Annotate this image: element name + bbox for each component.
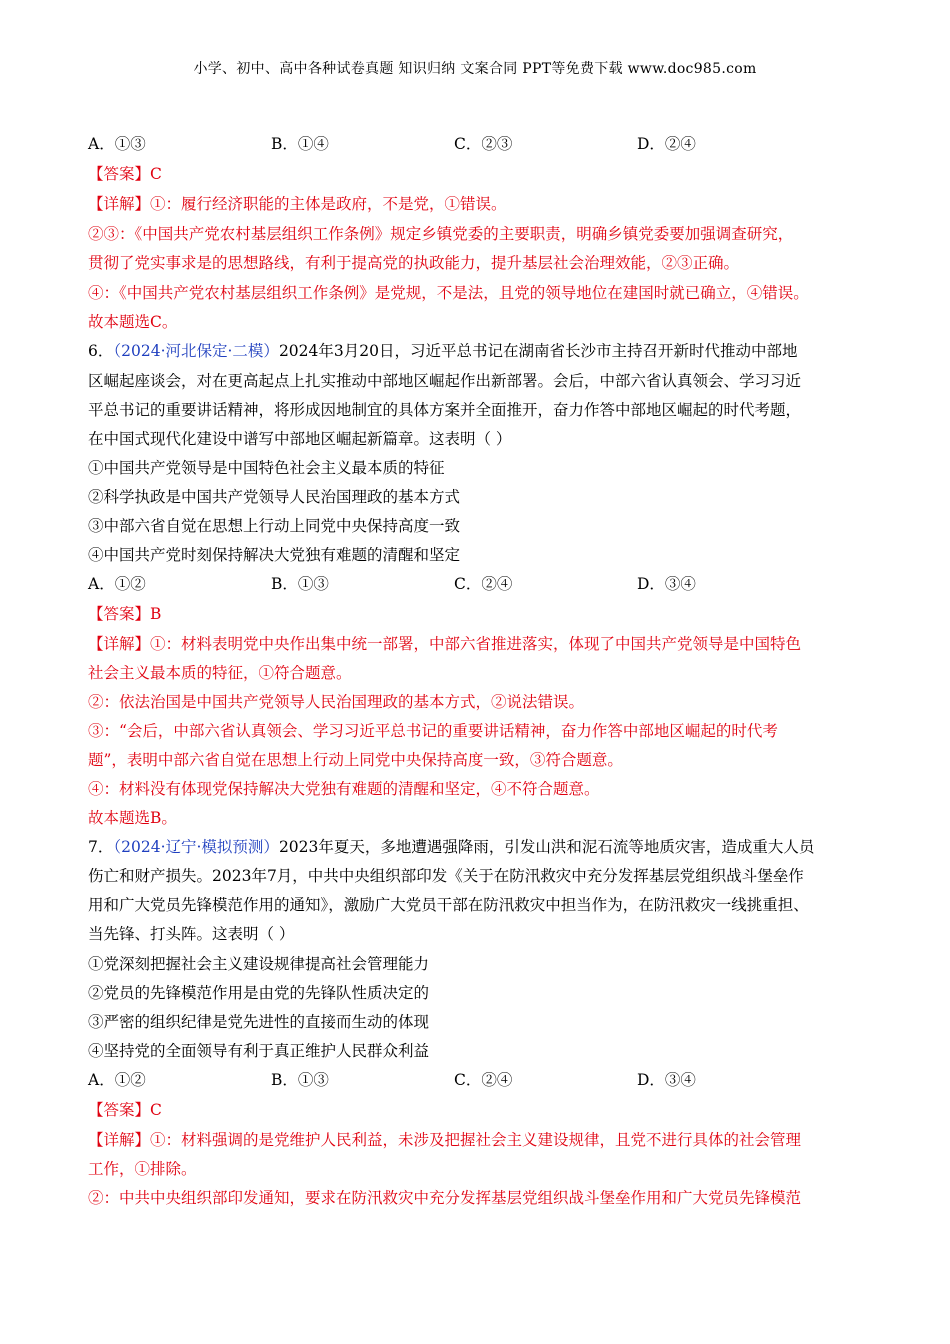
q6-item: ②科学执政是中国共产党领导人民治国理政的基本方式: [88, 488, 461, 506]
q5-conclusion: 故本题选C。: [88, 313, 178, 331]
q6-detail-line: ③：“会后，中部六省认真领会、学习习近平总书记的重要讲话精神，奋力作答中部地区崛起的时代考: [88, 722, 778, 740]
q7-item: ④坚持党的全面领导有利于真正维护人民群众利益: [88, 1042, 430, 1060]
q7-answer: 【答案】C: [88, 1101, 162, 1119]
q6-detail-line: ④：材料没有体现党保持解决大党独有难题的清醒和坚定，④不符合题意。: [88, 780, 600, 798]
q5-detail-line: ②③：《中国共产党农村基层组织工作条例》规定乡镇党委的主要职责，明确乡镇党委要加强调查研究，: [88, 225, 794, 243]
q7-source: （2024·辽宁·模拟预测）: [113, 838, 279, 856]
q7-number: 7．: [88, 838, 114, 856]
q7-stem-first: [88, 835, 814, 857]
q6-answer: 【答案】B: [88, 605, 162, 623]
q5-detail-line: 贯彻了党实事求是的思想路线，有利于提高党的执政能力，提升基层社会治理效能，②③正确。: [88, 254, 740, 272]
q7-stem-line: 伤亡和财产损失。2023年7月，中共中央组织部印发《关于在防汛救灾中充分发挥基层党组织战斗堡垒作: [88, 867, 804, 885]
q7-stem-line: 当先锋、打头阵。这表明（ ）: [88, 925, 295, 943]
page-header: 小学、初中、高中各种试卷真题 知识归纳 文案合同 PPT等免费下载 www.doc985.com: [193, 61, 757, 77]
q6-item: ①中国共产党领导是中国特色社会主义最本质的特征: [88, 459, 445, 477]
q6-option-b: B．①③: [271, 575, 329, 593]
q6-item: ④中国共产党时刻保持解决大党独有难题的清醒和坚定: [88, 546, 461, 564]
q5-option-d: D．②④: [637, 135, 696, 153]
q7-detail-line: 工作，①排除。: [88, 1160, 197, 1178]
q5-option-c: C．②③: [454, 135, 513, 153]
q7-option-b: B．①③: [271, 1071, 329, 1089]
q6-detail-line: 题”，表明中部六省自觉在思想上行动上同党中央保持高度一致，③符合题意。: [88, 751, 623, 769]
q6-stem-first: [88, 339, 797, 361]
q6-option-c: C．②④: [454, 575, 513, 593]
q7-option-d: D．③④: [637, 1071, 696, 1089]
q7-stem-text: 2023年夏天，多地遭遇强降雨，引发山洪和泥石流等地质灾害，造成重大人员: [278, 838, 815, 856]
q6-stem-line: 区崛起座谈会，对在更高起点上扎实推动中部地区崛起作出新部署。会后，中部六省认真领会、学习习近: [88, 372, 802, 390]
q6-source: （2024·河北保定·二模）: [113, 342, 279, 360]
q6-stem-line: 在中国式现代化建设中谱写中部地区崛起新篇章。这表明（ ）: [88, 430, 512, 448]
q7-detail-line: ②：中共中央组织部印发通知，要求在防汛救灾中充分发挥基层党组织战斗堡垒作用和广大党员先锋模范: [88, 1189, 802, 1207]
q6-option-d: D．③④: [637, 575, 696, 593]
q5-detail-line: ④：《中国共产党农村基层组织工作条例》是党规，不是法，且党的领导地位在建国时就已确立，④错误。: [88, 284, 809, 302]
q5-option-b: B．①④: [271, 135, 329, 153]
q6-number: 6．: [88, 342, 114, 360]
q6-option-a: A．①②: [88, 575, 146, 593]
q5-detail-text: ①：履行经济职能的主体是政府，不是党，①错误。: [150, 195, 507, 213]
q6-detail-line: 社会主义最本质的特征，①符合题意。: [88, 664, 352, 682]
q5-answer: 【答案】C: [88, 165, 162, 183]
q6-detail-line: ②：依法治国是中国共产党领导人民治国理政的基本方式，②说法错误。: [88, 693, 585, 711]
q6-conclusion: 故本题选B。: [88, 809, 177, 827]
q6-stem-line: 平总书记的重要讲话精神，将形成因地制宜的具体方案并全面推开，奋力作答中部地区崛起的时代考题，: [88, 401, 802, 419]
q7-detail-text: ①：材料强调的是党维护人民利益，未涉及把握社会主义建设规律，且党不进行具体的社会管理: [150, 1131, 802, 1149]
q7-stem-line: 用和广大党员先锋模范作用的通知》，激励广大党员干部在防汛救灾中担当作为，在防汛救灾一线挑重担、: [88, 896, 809, 914]
q6-item: ③中部六省自觉在思想上行动上同党中央保持高度一致: [88, 517, 461, 535]
q7-item: ③严密的组织纪律是党先进性的直接而生动的体现: [88, 1013, 430, 1031]
q6-detail-line: [88, 632, 801, 654]
q7-item: ①党深刻把握社会主义建设规律提高社会管理能力: [88, 955, 430, 973]
q6-stem-text: 2024年3月20日，习近平总书记在湖南省长沙市主持召开新时代推动中部地: [278, 342, 798, 360]
q5-option-a: A．①③: [88, 135, 146, 153]
q7-detail-line: [88, 1128, 801, 1150]
q7-item: ②党员的先锋模范作用是由党的先锋队性质决定的: [88, 984, 430, 1002]
q5-detail-line: [88, 192, 507, 214]
q7-option-a: A．①②: [88, 1071, 146, 1089]
q7-option-c: C．②④: [454, 1071, 513, 1089]
q6-detail-text: ①：材料表明党中央作出集中统一部署，中部六省推进落实，体现了中国共产党领导是中国特色: [150, 635, 802, 653]
q7-detail-label: 【详解】: [88, 1131, 151, 1149]
q5-detail-label: 【详解】: [88, 195, 151, 213]
q6-detail-label: 【详解】: [88, 635, 151, 653]
